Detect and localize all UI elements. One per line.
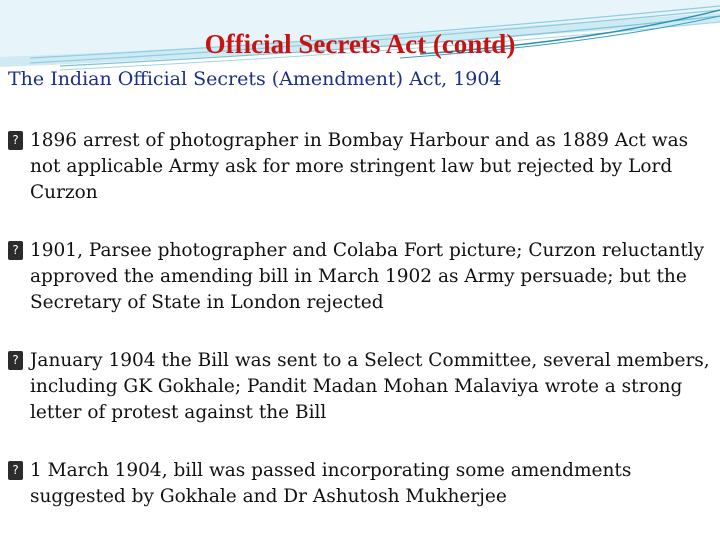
slide-title: Official Secrets Act (contd) [204,29,516,59]
bullet-text: 1901, Parsee photographer and Colaba Fort picture; Curzon reluctantly approved the amending bill in March 1902 as Army persuade; but the Secretary of State in London rejected [30,240,705,313]
decorative-swoosh [0,0,720,120]
bullet-text: 1 March 1904, bill was passed incorporating some amendments suggested by Gokhale and Dr Ashutosh Mukherjee [30,460,632,507]
unknown-glyph-icon: ? [8,241,23,260]
bullet-item [8,128,712,206]
bullet-item [8,348,712,426]
unknown-glyph-icon: ? [8,131,23,150]
bullet-list [8,128,712,540]
bullet-text: 1896 arrest of photographer in Bombay Harbour and as 1889 Act was not applicable Army ask for more stringent law but rejected by Lord Curzon [30,130,689,203]
bullet-text: January 1904 the Bill was sent to a Select Committee, several members, including GK Gokhale; Pandit Madan Mohan Malaviya wrote a strong letter of protest against the Bill [30,350,710,423]
unknown-glyph-icon: ? [8,461,23,480]
bullet-item [8,238,712,316]
slide-subtitle: The Indian Official Secrets (Amendment) Act, 1904 [8,68,502,90]
unknown-glyph-icon: ? [8,351,23,370]
bullet-item [8,458,712,510]
